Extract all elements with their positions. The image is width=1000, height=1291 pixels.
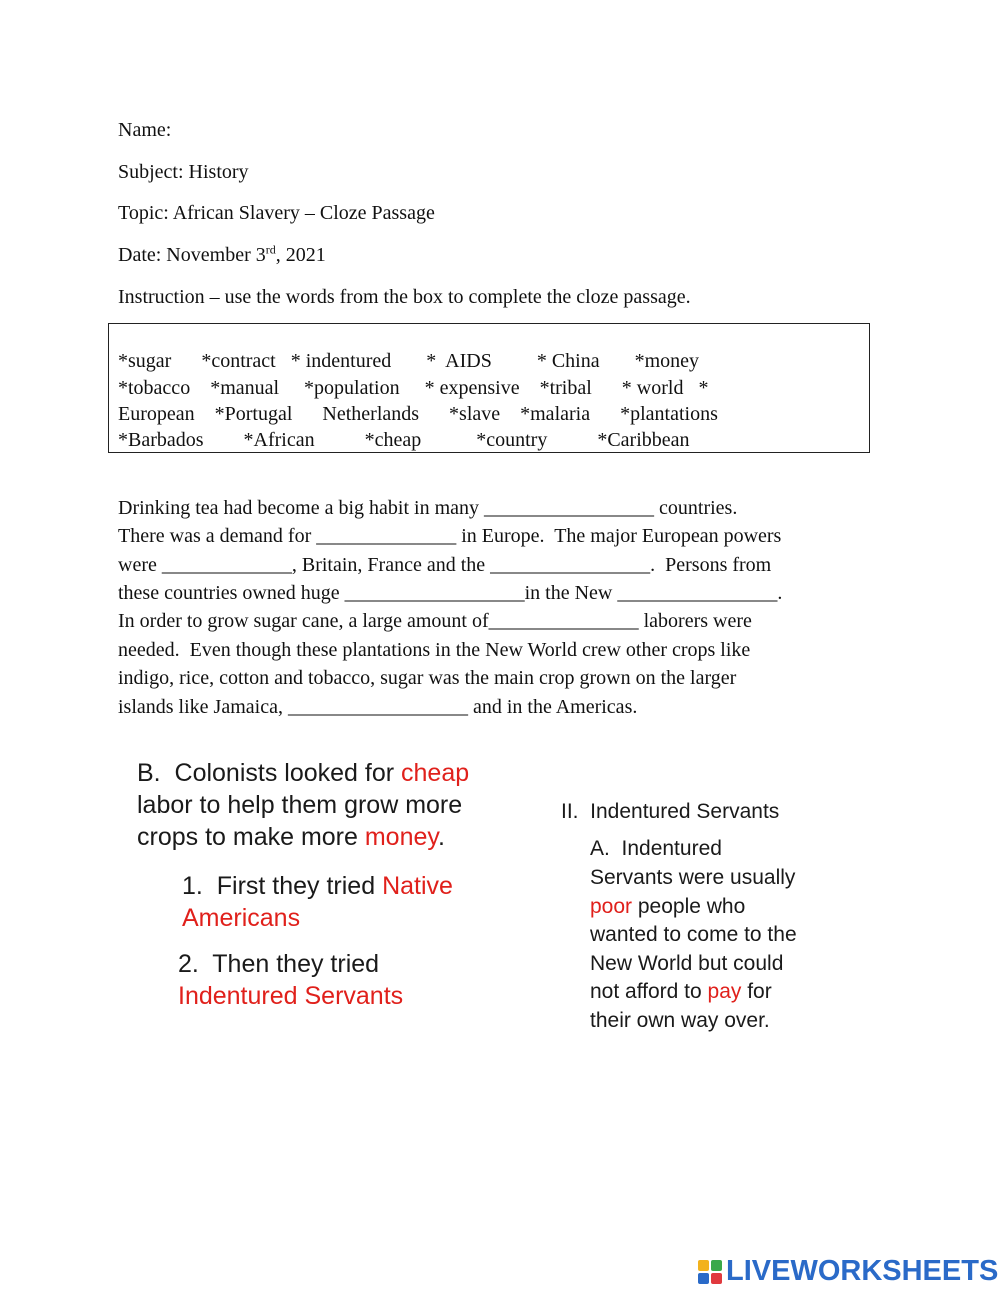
slide-text: not afford to (590, 980, 708, 1003)
slide-a-line: their own way over. (590, 1009, 770, 1032)
passage-line: these countries owned huge __________________in the New ________________. (118, 582, 783, 604)
date-prefix: Date: November 3 (118, 244, 266, 266)
slide-item1-line1 (182, 870, 453, 902)
slide-keyword: cheap (401, 759, 470, 787)
liveworksheets-logo-text: LIVEWORKSHEETS (726, 1255, 999, 1287)
slide-keyword: pay (707, 980, 742, 1003)
date-suffix-sup: rd (265, 242, 276, 257)
topic-line: Topic: African Slavery – Cloze Passage (118, 202, 435, 224)
slide-item2-line1: 2. Then they tried (178, 950, 380, 978)
date-line (118, 243, 326, 267)
liveworksheets-logo (698, 1255, 998, 1288)
slide-b-line2: labor to help them grow more (137, 791, 463, 819)
passage-line: islands like Jamaica, __________________ and in the Americas. (118, 696, 638, 718)
passage-line: There was a demand for ______________ in Europe. The major European powers (118, 525, 782, 547)
logo-square (711, 1260, 722, 1271)
slide-a-line: A. Indentured (590, 837, 722, 860)
date-year: , 2021 (275, 244, 326, 266)
logo-square (711, 1273, 722, 1284)
slide-b-line3 (137, 821, 445, 853)
logo-square (698, 1273, 709, 1284)
slide-a-line: Servants were usually (590, 866, 796, 889)
slide-a-line (590, 892, 745, 921)
word-bank-box (108, 323, 870, 453)
logo-square (698, 1260, 709, 1271)
slide-heading-indentured: II. Indentured Servants (561, 800, 780, 823)
slide-text: . (438, 823, 445, 851)
passage-line: In order to grow sugar cane, a large amount of_______________ laborers were (118, 610, 752, 632)
name-line: Name: (118, 119, 172, 141)
slide-keyword: poor (590, 895, 633, 918)
slide-text: 1. First they tried (182, 872, 383, 900)
slide-a-line: New World but could (590, 952, 784, 975)
slide-keyword: money (364, 823, 439, 851)
passage-line: were _____________, Britain, France and the ________________. Persons from (118, 554, 772, 576)
slide-a-line (590, 977, 772, 1006)
word-bank-line: *Barbados *African *cheap *country *Caribbean (118, 429, 690, 451)
liveworksheets-logo-icon (698, 1260, 722, 1284)
slide-a-line: wanted to come to the (590, 923, 797, 946)
word-bank-line: *tobacco *manual *population * expensive *tribal * world * (118, 377, 709, 399)
slide-text: for (741, 980, 772, 1003)
word-bank-line: European *Portugal Netherlands *slave *malaria *plantations (118, 403, 718, 425)
slide-keyword: Native (382, 872, 453, 900)
slide-text: B. Colonists looked for (137, 759, 402, 787)
slide-item1-line2: Americans (182, 904, 301, 932)
slide-text: people who (632, 895, 746, 918)
subject-line: Subject: History (118, 161, 249, 183)
slide-item2-line2: Indentured Servants (178, 982, 404, 1010)
instruction-line: Instruction – use the words from the box to complete the cloze passage. (118, 286, 691, 308)
passage-line: needed. Even though these plantations in the New World crew other crops like (118, 639, 751, 661)
slide-b-line1 (137, 757, 469, 789)
passage-line: indigo, rice, cotton and tobacco, sugar was the main crop grown on the larger (118, 667, 737, 689)
word-bank-line: *sugar *contract * indentured * AIDS * China *money (118, 350, 700, 372)
slide-text: crops to make more (137, 823, 365, 851)
passage-line: Drinking tea had become a big habit in many _________________ countries. (118, 497, 738, 519)
